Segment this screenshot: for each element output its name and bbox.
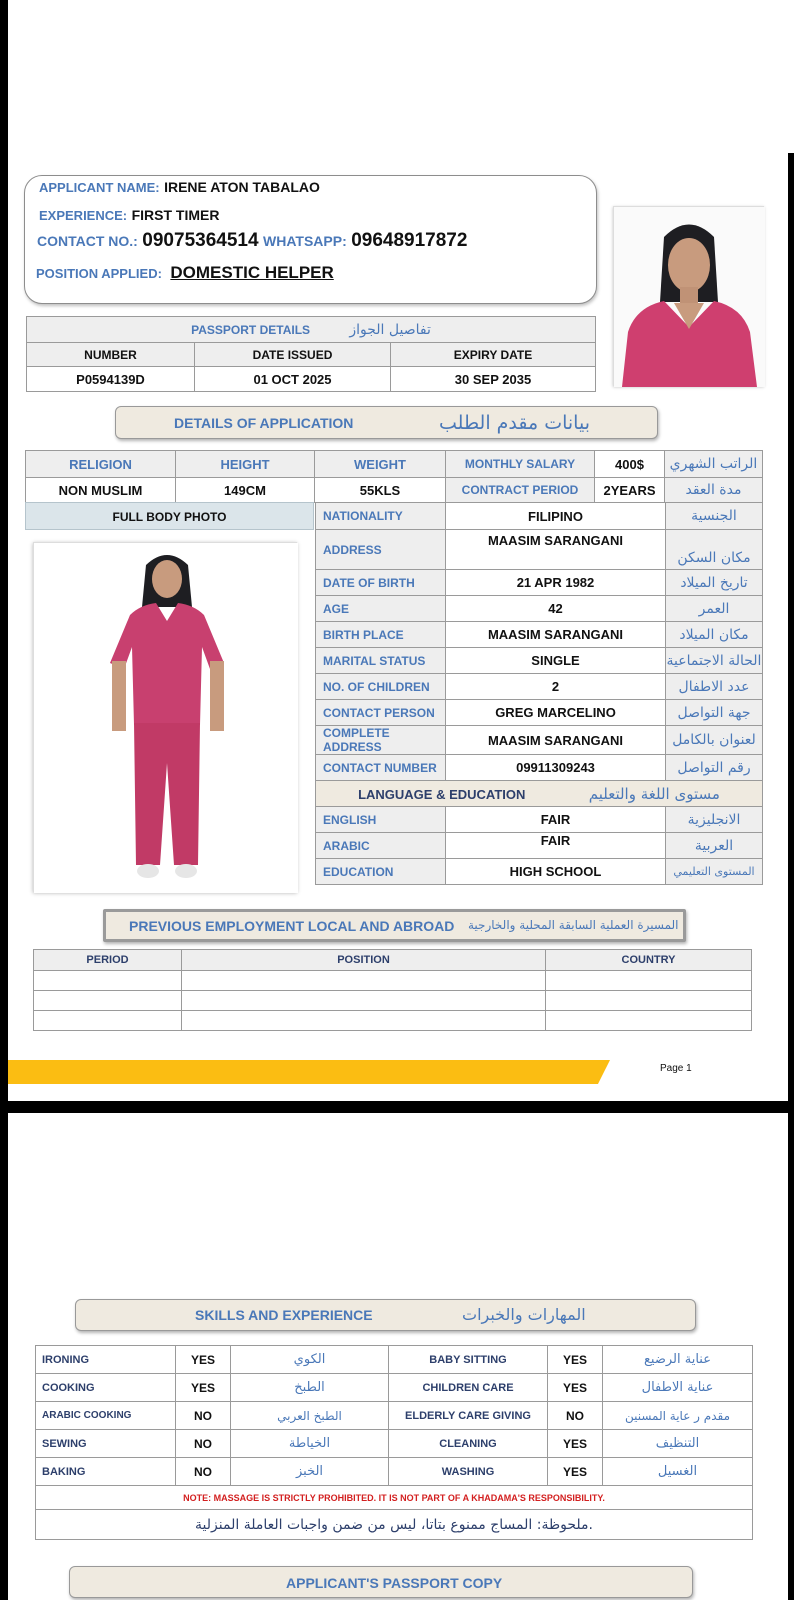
- passport-title-en: PASSPORT DETAILS: [191, 322, 311, 337]
- weight-header: WEIGHT: [315, 451, 446, 478]
- applicant-name-line: [39, 179, 320, 197]
- height-value: 149CM: [176, 478, 315, 503]
- full-body-illustration: [34, 543, 298, 893]
- employment-row: [34, 991, 752, 1011]
- passport-header-issued: DATE ISSUED: [195, 343, 391, 367]
- employment-row: [34, 1011, 752, 1031]
- physical-table: [25, 450, 763, 503]
- language-header-en: LANGUAGE & EDUCATION: [358, 786, 526, 802]
- employment-header-country: COUNTRY: [546, 950, 752, 971]
- contact-number-value: 09911309243: [446, 755, 666, 781]
- arabic-label: ARABIC: [316, 833, 446, 859]
- personal-row: [316, 674, 763, 700]
- skills-table: [35, 1345, 753, 1540]
- skill-washing-ar: الغسيل: [603, 1458, 753, 1486]
- employment-banner: [103, 909, 686, 942]
- frame-right-2: [788, 1101, 794, 1600]
- skill-row: [36, 1458, 753, 1486]
- page-number: Page 1: [660, 1063, 692, 1074]
- details-banner: [115, 406, 658, 439]
- age-label: AGE: [316, 596, 446, 622]
- skill-cleaning-value: YES: [548, 1430, 603, 1458]
- birth-place-label: BIRTH PLACE: [316, 622, 446, 648]
- skill-washing-label: WASHING: [389, 1458, 548, 1486]
- dob-value: 21 APR 1982: [446, 570, 666, 596]
- personal-row: [316, 648, 763, 674]
- dob-label-ar: تاريخ الميلاد: [666, 570, 763, 596]
- skill-elderly-care-ar: مقدم ر عاية المسنين: [603, 1402, 753, 1430]
- contract-value: 2YEARS: [595, 478, 665, 503]
- applicant-name: IRENE ATON TABALAO: [164, 179, 320, 195]
- contract-label: CONTRACT PERIOD: [446, 478, 595, 503]
- salary-label: MONTHLY SALARY: [446, 451, 595, 478]
- page-separator: [0, 1101, 794, 1113]
- skill-baking-label: BAKING: [36, 1458, 176, 1486]
- children-value: 2: [446, 674, 666, 700]
- language-row: [316, 833, 763, 859]
- skill-row: [36, 1430, 753, 1458]
- complete-address-value: MAASIM SARANGANI: [446, 726, 666, 755]
- applicant-header-box: [24, 175, 597, 304]
- skill-cooking-ar: الطبخ: [231, 1374, 389, 1402]
- note-en: NOTE: MASSAGE IS STRICTLY PROHIBITED. IT IS NOT PART OF A KHADAMA'S RESPONSIBILITY.: [36, 1486, 753, 1510]
- language-header-row: [316, 781, 763, 807]
- skill-cooking-value: YES: [176, 1374, 231, 1402]
- headshot-illustration: [614, 207, 765, 387]
- experience-value: FIRST TIMER: [131, 207, 220, 223]
- employment-banner-ar: المسيرة العملية السابقة المحلية والخارجية: [468, 918, 679, 932]
- details-banner-en: DETAILS OF APPLICATION: [174, 415, 354, 431]
- contact-person-value: GREG MARCELINO: [446, 700, 666, 726]
- contact-number-label: CONTACT NUMBER: [316, 755, 446, 781]
- applicant-name-label: APPLICANT NAME:: [39, 180, 160, 195]
- skill-washing-value: YES: [548, 1458, 603, 1486]
- complete-address-label: COMPLETE ADDRESS: [316, 726, 446, 755]
- experience-line: [39, 207, 219, 225]
- personal-row: [316, 530, 763, 570]
- whatsapp-number: 09648917872: [351, 230, 468, 251]
- full-body-label: FULL BODY PHOTO: [25, 502, 314, 530]
- employment-row: [34, 971, 752, 991]
- arabic-label-ar: العربية: [666, 833, 763, 859]
- skill-row: [36, 1402, 753, 1430]
- passport-copy-banner-label: APPLICANT'S PASSPORT COPY: [286, 1575, 503, 1591]
- skills-banner-en: SKILLS AND EXPERIENCE: [195, 1307, 373, 1323]
- language-row: [316, 807, 763, 833]
- complete-address-label-ar: لعنوان بالكامل: [666, 726, 763, 755]
- contact-person-label-ar: جهة التواصل: [666, 700, 763, 726]
- education-label: EDUCATION: [316, 859, 446, 885]
- passport-expiry-date: 30 SEP 2035: [391, 367, 596, 392]
- age-value: 42: [446, 596, 666, 622]
- english-label: ENGLISH: [316, 807, 446, 833]
- skill-sewing-label: SEWING: [36, 1430, 176, 1458]
- skill-baby-sitting-ar: عناية الرضيع: [603, 1346, 753, 1374]
- employment-banner-en: PREVIOUS EMPLOYMENT LOCAL AND ABROAD: [129, 918, 455, 934]
- skill-cooking-label: COOKING: [36, 1374, 176, 1402]
- passport-number: P0594139D: [27, 367, 195, 392]
- skills-banner-ar: المهارات والخبرات: [462, 1305, 586, 1324]
- salary-label-ar: الراتب الشهري: [665, 451, 763, 478]
- contract-label-ar: مدة العقد: [665, 478, 763, 503]
- skill-elderly-care-value: NO: [548, 1402, 603, 1430]
- salary-value: 400$: [595, 451, 665, 478]
- religion-header: RELIGION: [26, 451, 176, 478]
- language-header-ar: مستوى اللغة والتعليم: [588, 784, 720, 803]
- personal-row: [316, 570, 763, 596]
- language-header-cell: [316, 781, 763, 807]
- passport-header-expiry: EXPIRY DATE: [391, 343, 596, 367]
- contact-number: 09075364514: [142, 230, 259, 251]
- whatsapp-label: WHATSAPP:: [263, 233, 347, 249]
- contact-person-label: CONTACT PERSON: [316, 700, 446, 726]
- employment-table: [33, 949, 752, 1031]
- full-body-photo: [33, 542, 297, 892]
- personal-row: [316, 755, 763, 781]
- skill-elderly-care-label: ELDERLY CARE GIVING: [389, 1402, 548, 1430]
- details-banner-ar: بيانات مقدم الطلب: [439, 412, 590, 434]
- birth-place-label-ar: مكان الميلاد: [666, 622, 763, 648]
- personal-row: [316, 596, 763, 622]
- skill-baking-ar: الخبز: [231, 1458, 389, 1486]
- nationality-value: FILIPINO: [446, 503, 666, 530]
- employment-header-position: POSITION: [182, 950, 546, 971]
- religion-value: NON MUSLIM: [26, 478, 176, 503]
- personal-row: [316, 726, 763, 755]
- skill-baby-sitting-value: YES: [548, 1346, 603, 1374]
- experience-label: EXPERIENCE:: [39, 208, 128, 223]
- skill-ironing-value: YES: [176, 1346, 231, 1374]
- contact-number-label-ar: رقم التواصل: [666, 755, 763, 781]
- english-label-ar: الانجليزية: [666, 807, 763, 833]
- skill-baking-value: NO: [176, 1458, 231, 1486]
- note-ar: ملحوظة: المساج ممنوع بتاتا، ليس من ضمن واجبات العاملة المنزلية.: [36, 1510, 753, 1540]
- skill-children-care-value: YES: [548, 1374, 603, 1402]
- address-value: MAASIM SARANGANI: [446, 530, 666, 570]
- skills-banner: [75, 1299, 696, 1331]
- contact-line: [37, 230, 467, 252]
- personal-row: [316, 622, 763, 648]
- skill-baby-sitting-label: BABY SITTING: [389, 1346, 548, 1374]
- address-label: ADDRESS: [316, 530, 446, 570]
- address-label-ar: مكان السكن: [666, 530, 763, 570]
- personal-row: [316, 503, 763, 530]
- passport-copy-banner: [69, 1566, 693, 1598]
- skill-ironing-ar: الكوي: [231, 1346, 389, 1374]
- passport-title-cell: [27, 317, 596, 343]
- skill-sewing-value: NO: [176, 1430, 231, 1458]
- passport-header-number: NUMBER: [27, 343, 195, 367]
- marital-status-label: MARITAL STATUS: [316, 648, 446, 674]
- headshot-photo: [613, 206, 764, 386]
- arabic-value: FAIR: [446, 833, 666, 859]
- passport-date-issued: 01 OCT 2025: [195, 367, 391, 392]
- employment-header-period: PERIOD: [34, 950, 182, 971]
- education-value: HIGH SCHOOL: [446, 859, 666, 885]
- position-value: DOMESTIC HELPER: [170, 263, 334, 282]
- skill-cleaning-ar: التنظيف: [603, 1430, 753, 1458]
- marital-status-value: SINGLE: [446, 648, 666, 674]
- skill-ironing-label: IRONING: [36, 1346, 176, 1374]
- nationality-label-ar: الجنسية: [666, 503, 763, 530]
- age-label-ar: العمر: [666, 596, 763, 622]
- skill-row: [36, 1346, 753, 1374]
- position-line: [36, 263, 334, 283]
- dob-label: DATE OF BIRTH: [316, 570, 446, 596]
- personal-row: [316, 700, 763, 726]
- skill-cleaning-label: CLEANING: [389, 1430, 548, 1458]
- frame-left: [0, 0, 8, 1600]
- position-label: POSITION APPLIED:: [36, 266, 162, 281]
- children-label-ar: عدد الاطفال: [666, 674, 763, 700]
- skill-arabic-cooking-value: NO: [176, 1402, 231, 1430]
- children-label: NO. OF CHILDREN: [316, 674, 446, 700]
- footer-accent-bar: [8, 1060, 610, 1084]
- frame-right: [788, 153, 794, 1103]
- marital-status-label-ar: الحالة الاجتماعية: [666, 648, 763, 674]
- weight-value: 55KLS: [315, 478, 446, 503]
- skill-children-care-label: CHILDREN CARE: [389, 1374, 548, 1402]
- passport-table: [26, 316, 596, 392]
- skill-row: [36, 1374, 753, 1402]
- skill-arabic-cooking-label: ARABIC COOKING: [36, 1402, 176, 1430]
- education-label-ar: المستوى التعليمي: [666, 859, 763, 885]
- language-row: [316, 859, 763, 885]
- nationality-label: NATIONALITY: [316, 503, 446, 530]
- passport-title-ar: تفاصيل الجواز: [349, 321, 431, 338]
- skill-arabic-cooking-ar: الطبخ العربي: [231, 1402, 389, 1430]
- birth-place-value: MAASIM SARANGANI: [446, 622, 666, 648]
- english-value: FAIR: [446, 807, 666, 833]
- skill-sewing-ar: الخياطة: [231, 1430, 389, 1458]
- personal-table: [315, 502, 763, 885]
- skill-children-care-ar: عناية الاطفال: [603, 1374, 753, 1402]
- contact-label: CONTACT NO.:: [37, 233, 138, 249]
- height-header: HEIGHT: [176, 451, 315, 478]
